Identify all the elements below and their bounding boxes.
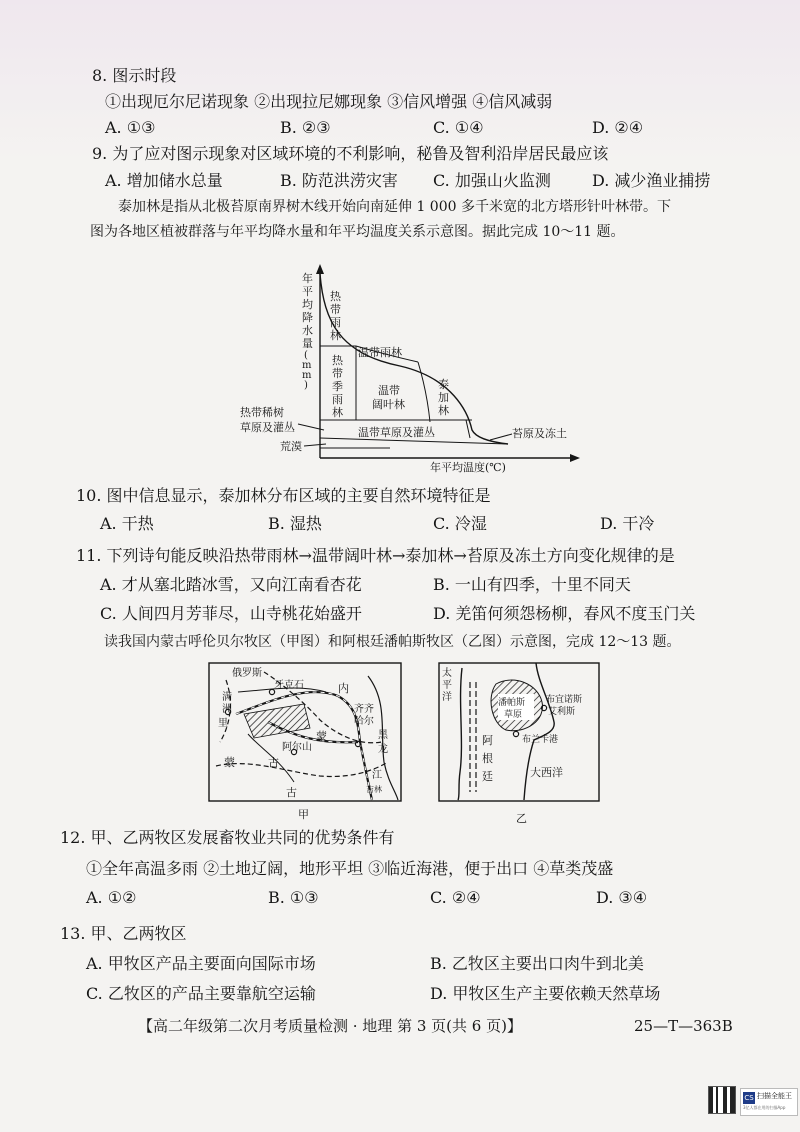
zone-tundra: 苔原及冻土	[512, 427, 567, 440]
map-jia	[208, 662, 404, 822]
q10-option-d[interactable]: D. 干冷	[600, 514, 655, 533]
jia-jiang: 江	[372, 770, 382, 781]
yi-buenos-aires-1: 艾利斯	[548, 707, 576, 717]
yi-argentina-1: 根	[482, 752, 493, 765]
q8-option-b[interactable]: B. ②③	[280, 118, 331, 137]
q13-option-c[interactable]: C. 乙牧区的产品主要靠航空运输	[86, 984, 316, 1003]
footer-code: 25—T—363B	[634, 1017, 733, 1035]
q11-option-a[interactable]: A. 才从塞北踏冰雪，又向江南看杏花	[100, 575, 362, 594]
q13-option-b[interactable]: B. 乙牧区主要出口肉牛到北美	[430, 954, 644, 973]
zone-monsoon-0: 热	[332, 354, 343, 367]
yi-buenos-aires-0: 布宜诺斯	[546, 695, 583, 705]
yi-pampas-0: 潘帕斯	[498, 698, 526, 708]
zone-savanna-2: 草原及灌丛	[240, 421, 295, 434]
q8-option-a[interactable]: A. ①③	[105, 118, 156, 137]
yi-pacific-0: 太	[442, 668, 452, 679]
yi-argentina-2: 廷	[482, 770, 493, 783]
intro-12-13: 读我国内蒙古呼伦贝尔牧区（甲图）和阿根廷潘帕斯牧区（乙图）示意图，完成 12～13 题。	[104, 634, 681, 650]
jia-gu2: 古	[286, 786, 297, 799]
yi-pampas-1: 草原	[504, 710, 523, 720]
y-axis-label-0: 年	[302, 272, 313, 285]
y-axis-label-7: m	[302, 360, 312, 371]
footer-title: 【高二年级第二次月考质量检测 · 地理 第 3 页(共 6 页)】	[138, 1017, 522, 1035]
y-axis-label-8: m	[302, 370, 312, 381]
zone-taiga-1: 加	[438, 391, 449, 404]
q12-option-c[interactable]: C. ②④	[430, 888, 481, 907]
q13-stem: 13. 甲、乙两牧区	[60, 924, 187, 943]
y-axis-label-5: 量	[302, 337, 313, 350]
jia-manzhouli-3: 里	[218, 718, 228, 729]
jia-gu: 古	[268, 756, 279, 769]
zone-monsoon-4: 林	[332, 406, 343, 419]
scanner-sub: 3亿人都在用的扫描App	[743, 1105, 786, 1110]
jia-manzhouli-2: 洲	[222, 704, 232, 715]
zone-rainforest-1: 带	[330, 303, 341, 316]
q12-stem: 12. 甲、乙两牧区发展畜牧业共同的优势条件有	[60, 828, 395, 847]
q12-statements: ①全年高温多雨 ②土地辽阔，地形平坦 ③临近海港，便于出口 ④草类茂盛	[86, 859, 614, 878]
yi-pacific-2: 洋	[442, 692, 452, 703]
yi-caption: 乙	[516, 812, 527, 825]
q10-option-c[interactable]: C. 冷湿	[433, 514, 487, 533]
zone-deciduous-1: 阔叶林	[372, 398, 405, 411]
q10-option-a[interactable]: A. 干热	[100, 514, 154, 533]
y-axis-label-1: 平	[302, 285, 313, 298]
jia-russia: 俄罗斯	[232, 668, 262, 679]
yi-bahia-blanca: 布兰卡港	[522, 735, 559, 745]
map-yi	[438, 662, 606, 826]
intro-10-11-line1: 泰加林是指从北极苔原南界树木线开始向南延伸 1 000 多千米宽的北方塔形针叶林带。下	[118, 199, 671, 215]
zone-monsoon-3: 雨	[332, 393, 343, 406]
y-axis-label-9: )	[304, 380, 308, 391]
jia-heilong-1: 龙	[378, 744, 388, 755]
q8-statements: ①出现厄尔尼诺现象 ②出现拉尼娜现象 ③信风增强 ④信风减弱	[105, 92, 553, 111]
zone-rainforest-3: 林	[330, 329, 341, 342]
zone-monsoon-1: 带	[332, 367, 343, 380]
zone-temperate-rainforest: 温带雨林	[358, 346, 402, 359]
y-axis-label-3: 降	[302, 311, 313, 324]
q9-option-a[interactable]: A. 增加储水总量	[105, 171, 223, 190]
zone-deciduous-0: 温带	[378, 384, 400, 397]
q8-option-d[interactable]: D. ②④	[592, 118, 644, 137]
q9-option-c[interactable]: C. 加强山火监测	[433, 171, 551, 190]
y-axis-label-4: 水	[302, 324, 313, 337]
jia-qiqihar-3: 尔	[364, 716, 374, 727]
zone-rainforest-2: 雨	[330, 316, 341, 329]
y-axis-label-2: 均	[302, 298, 313, 311]
y-axis-label-6: (	[304, 350, 308, 361]
jia-jilin: 吉林	[366, 785, 382, 794]
scanner-watermark	[740, 1088, 798, 1116]
zone-taiga-2: 林	[438, 404, 449, 417]
scanner-logo: CS	[744, 1094, 754, 1102]
zone-monsoon-2: 季	[332, 380, 343, 393]
q13-option-d[interactable]: D. 甲牧区生产主要依赖天然草场	[430, 984, 661, 1003]
q12-option-a[interactable]: A. ①②	[86, 888, 137, 907]
zone-desert: 荒漠	[280, 440, 302, 453]
q13-option-a[interactable]: A. 甲牧区产品主要面向国际市场	[86, 954, 316, 973]
q11-option-b[interactable]: B. 一山有四季，十里不同天	[433, 575, 631, 594]
zone-steppe: 温带草原及灌丛	[358, 426, 435, 439]
jia-manzhouli-1: 满	[222, 692, 232, 703]
q11-option-c[interactable]: C. 人间四月芳菲尽，山寺桃花始盛开	[100, 604, 362, 623]
jia-qiqihar-0: 齐	[354, 704, 364, 715]
yi-pacific-1: 平	[442, 680, 452, 691]
intro-10-11-line2: 图为各地区植被群落与年平均降水量和年平均温度关系示意图。据此完成 10～11 题。	[90, 224, 625, 240]
jia-aershan: 阿尔山	[282, 742, 312, 753]
q11-option-d[interactable]: D. 羌笛何须怨杨柳，春风不度玉门关	[433, 604, 696, 623]
scanner-name: 扫描全能王	[757, 1092, 792, 1100]
jia-qiqihar-2: 哈	[354, 716, 364, 727]
q10-option-b[interactable]: B. 湿热	[268, 514, 322, 533]
yi-argentina-0: 阿	[482, 734, 493, 747]
zone-savanna-1: 热带稀树	[240, 406, 284, 419]
q9-stem: 9. 为了应对图示现象对区域环境的不利影响，秘鲁及智利沿岸居民最应该	[92, 144, 609, 163]
q9-option-b[interactable]: B. 防范洪涝灾害	[280, 171, 398, 190]
q12-option-b[interactable]: B. ①③	[268, 888, 319, 907]
jia-meng2: 蒙	[224, 756, 235, 769]
q8-option-c[interactable]: C. ①④	[433, 118, 484, 137]
qr-code-icon	[708, 1086, 736, 1114]
q11-stem: 11. 下列诗句能反映沿热带雨林→温带阔叶林→泰加林→苔原及冻土方向变化规律的是	[76, 546, 675, 565]
jia-heilong-0: 黑	[378, 730, 388, 741]
q9-option-d[interactable]: D. 减少渔业捕捞	[592, 171, 711, 190]
q10-stem: 10. 图中信息显示，泰加林分布区域的主要自然环境特征是	[76, 486, 491, 505]
jia-meng: 蒙	[316, 730, 327, 743]
q12-option-d[interactable]: D. ③④	[596, 888, 648, 907]
jia-caption: 甲	[298, 808, 309, 821]
jia-yakeshi: 牙克石	[274, 680, 304, 691]
jia-qiqihar-1: 齐	[364, 704, 374, 715]
zone-rainforest-0: 热	[330, 290, 341, 303]
q8-stem: 8. 图示时段	[92, 66, 177, 85]
vegetation-diagram	[240, 262, 590, 474]
zone-taiga-0: 泰	[438, 378, 449, 391]
x-axis-label: 年平均温度(℃)	[430, 461, 506, 474]
yi-atlantic: 大西洋	[530, 766, 563, 779]
jia-nei: 内	[338, 682, 349, 695]
